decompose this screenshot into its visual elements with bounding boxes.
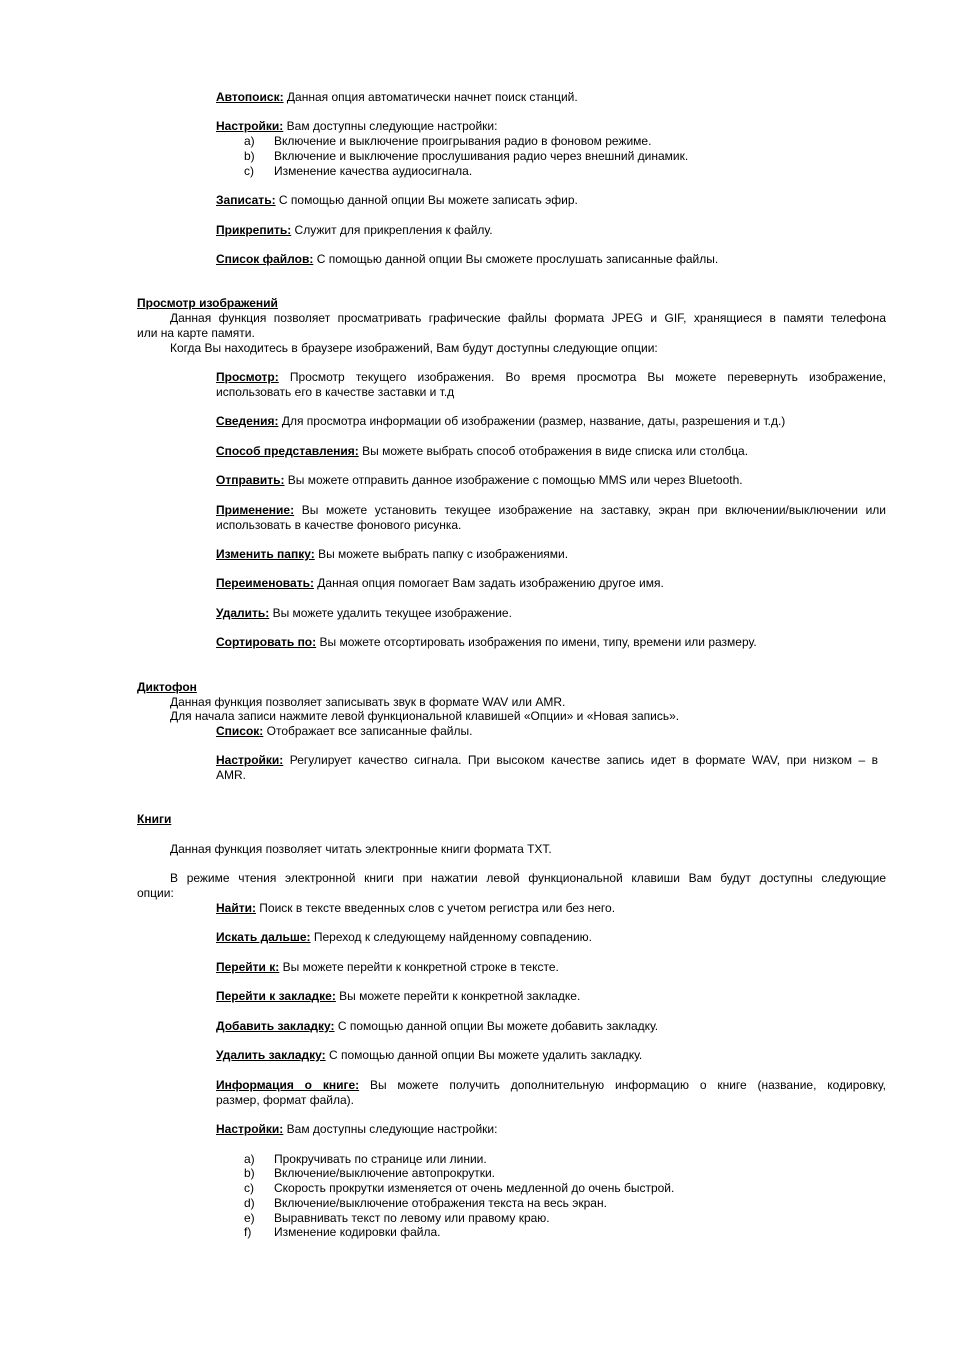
images-intro-line: Когда Вы находитесь в браузере изображений, Вам будут доступны следующие опции: bbox=[170, 341, 658, 355]
images-sort-paragraph bbox=[216, 635, 757, 650]
option-term: Изменить папку: bbox=[216, 547, 315, 561]
list-item-text: Включение и выключение прослушивания радио через внешний динамик. bbox=[274, 149, 689, 163]
radio-settings-paragraph bbox=[216, 119, 497, 134]
option-term: Искать дальше: bbox=[216, 930, 311, 944]
option-term: Сортировать по: bbox=[216, 635, 317, 649]
list-marker: b) bbox=[244, 1166, 255, 1180]
recorder-list-paragraph bbox=[216, 724, 472, 739]
option-description: Вам доступны следующие настройки: bbox=[283, 119, 498, 133]
recorder-intro-line: Для начала записи нажмите левой функциональной клавишей «Опции» и «Новая запись». bbox=[170, 709, 680, 723]
option-description: Поиск в тексте введенных слов с учетом регистра или без него. bbox=[255, 901, 616, 915]
option-term: Записать: bbox=[216, 193, 276, 207]
list-item-text: Скорость прокрутки изменяется от очень медленной до очень быстрой. bbox=[274, 1181, 675, 1195]
option-term: Удалить: bbox=[216, 606, 270, 620]
option-description: С помощью данной опции Вы можете записать эфир. bbox=[275, 193, 578, 207]
list-item-text: Выравнивать текст по левому или правому краю. bbox=[274, 1211, 550, 1225]
section-heading-books: Книги bbox=[137, 812, 172, 826]
list-marker: e) bbox=[244, 1211, 255, 1225]
option-term: Просмотр: bbox=[216, 370, 279, 384]
option-description: Вы можете отсортировать изображения по имени, типу, времени или размеру. bbox=[316, 635, 757, 649]
option-term: Список: bbox=[216, 724, 264, 738]
option-term: Настройки: bbox=[216, 1122, 284, 1136]
books-intro-line: опции: bbox=[137, 886, 174, 900]
radio-record-paragraph bbox=[216, 193, 578, 208]
option-description: Вы можете отправить данное изображение с помощью MMS или через Bluetooth. bbox=[284, 473, 743, 487]
option-description: Вы можете перейти к конкретной закладке. bbox=[335, 989, 581, 1003]
images-info-paragraph bbox=[216, 414, 785, 429]
books-add-bookmark-paragraph bbox=[216, 1019, 658, 1034]
recorder-intro-line: Данная функция позволяет записывать звук в формате WAV или AMR. bbox=[170, 695, 566, 709]
list-item-text: Включение/выключение отображения текста на весь экран. bbox=[274, 1196, 607, 1210]
option-description: Вы можете удалить текущее изображение. bbox=[269, 606, 512, 620]
books-find-next-paragraph bbox=[216, 930, 592, 945]
option-description: Просмотр текущего изображения. Во время просмотра Вы можете перевернуть изображение, bbox=[278, 370, 886, 384]
option-term: Автопоиск: bbox=[216, 90, 284, 104]
list-marker: a) bbox=[244, 1152, 255, 1166]
option-description: Отображает все записанные файлы. bbox=[263, 724, 473, 738]
option-term: Применение: bbox=[216, 503, 295, 517]
images-delete-paragraph bbox=[216, 606, 512, 621]
option-description: Вы можете установить текущее изображение на заставку, экран при включении/выключении или bbox=[294, 503, 886, 517]
books-find-paragraph bbox=[216, 901, 615, 916]
option-term: Способ представления: bbox=[216, 444, 359, 458]
images-view-paragraph bbox=[216, 370, 886, 385]
books-intro-line: В режиме чтения электронной книги при нажатии левой функциональной клавиши Вам будут доступны следующие bbox=[170, 871, 886, 885]
option-term: Переименовать: bbox=[216, 576, 314, 590]
books-delete-bookmark-paragraph bbox=[216, 1048, 642, 1063]
option-description: Данная опция автоматически начнет поиск станций. bbox=[283, 90, 578, 104]
images-view-continued: использовать его в качестве заставки и т.д bbox=[216, 385, 455, 399]
images-apply-continued: использовать в качестве фонового рисунка. bbox=[216, 518, 462, 532]
books-book-info-paragraph bbox=[216, 1078, 886, 1093]
books-intro-line: Данная функция позволяет читать электронные книги формата TXT. bbox=[170, 842, 552, 856]
list-marker: b) bbox=[244, 149, 255, 163]
radio-autosearch-paragraph bbox=[216, 90, 578, 105]
option-description: Данная опция помогает Вам задать изображению другое имя. bbox=[313, 576, 664, 590]
option-description: Служит для прикрепления к файлу. bbox=[291, 223, 493, 237]
list-item-text: Изменение кодировки файла. bbox=[274, 1225, 441, 1239]
list-marker: c) bbox=[244, 1181, 254, 1195]
option-term: Удалить закладку: bbox=[216, 1048, 326, 1062]
option-description: Вы можете перейти к конкретной строке в тексте. bbox=[279, 960, 559, 974]
list-marker: a) bbox=[244, 134, 255, 148]
option-description: С помощью данной опции Вы можете удалить закладку. bbox=[325, 1048, 643, 1062]
option-term: Отправить: bbox=[216, 473, 285, 487]
option-description: Вам доступны следующие настройки: bbox=[283, 1122, 498, 1136]
list-marker: d) bbox=[244, 1196, 255, 1210]
option-term: Информация о книге: bbox=[216, 1078, 360, 1092]
option-term: Настройки: bbox=[216, 753, 284, 767]
option-term: Сведения: bbox=[216, 414, 279, 428]
list-item-text: Включение и выключение проигрывания радио в фоновом режиме. bbox=[274, 134, 652, 148]
option-term: Найти: bbox=[216, 901, 256, 915]
radio-attach-paragraph bbox=[216, 223, 493, 238]
radio-filelist-paragraph bbox=[216, 252, 718, 267]
option-description: Для просмотра информации об изображении (размер, название, даты, разрешения и т.д.) bbox=[278, 414, 786, 428]
books-goto-bookmark-paragraph bbox=[216, 989, 580, 1004]
option-term: Перейти к: bbox=[216, 960, 280, 974]
option-description: Вы можете выбрать папку с изображениями. bbox=[314, 547, 569, 561]
option-description: Вы можете получить дополнительную информацию о книге (название, кодировку, bbox=[359, 1078, 886, 1092]
images-intro-line: Данная функция позволяет просматривать графические файлы формата JPEG и GIF, хранящиеся в памяти телефона bbox=[170, 311, 886, 325]
option-description: С помощью данной опции Вы можете добавить закладку. bbox=[334, 1019, 659, 1033]
books-goto-paragraph bbox=[216, 960, 559, 975]
option-term: Прикрепить: bbox=[216, 223, 292, 237]
list-item-text: Включение/выключение автопрокрутки. bbox=[274, 1166, 496, 1180]
list-marker: f) bbox=[244, 1225, 252, 1239]
option-description: Регулирует качество сигнала. При высоком качестве запись идет в формате WAV, при низком – в bbox=[283, 753, 878, 767]
books-settings-paragraph bbox=[216, 1122, 497, 1137]
option-term: Добавить закладку: bbox=[216, 1019, 335, 1033]
option-term: Перейти к закладке: bbox=[216, 989, 336, 1003]
images-rename-paragraph bbox=[216, 576, 664, 591]
option-description: Вы можете выбрать способ отображения в виде списка или столбца. bbox=[358, 444, 749, 458]
list-item-text: Прокручивать по странице или линии. bbox=[274, 1152, 487, 1166]
option-description: С помощью данной опции Вы сможете прослушать записанные файлы. bbox=[313, 252, 719, 266]
images-apply-paragraph bbox=[216, 503, 886, 518]
section-heading-images: Просмотр изображений bbox=[137, 296, 278, 310]
list-marker: c) bbox=[244, 164, 254, 178]
option-description: Переход к следующему найденному совпадению. bbox=[310, 930, 593, 944]
images-intro-line: или на карте памяти. bbox=[137, 326, 255, 340]
images-display-mode-paragraph bbox=[216, 444, 748, 459]
section-heading-recorder: Диктофон bbox=[137, 680, 197, 694]
recorder-settings-continued: AMR. bbox=[216, 768, 246, 782]
books-book-info-continued: размер, формат файла). bbox=[216, 1093, 354, 1107]
option-term: Настройки: bbox=[216, 119, 284, 133]
recorder-settings-paragraph bbox=[216, 753, 878, 768]
option-term: Список файлов: bbox=[216, 252, 314, 266]
images-send-paragraph bbox=[216, 473, 743, 488]
images-change-folder-paragraph bbox=[216, 547, 568, 562]
list-item-text: Изменение качества аудиосигнала. bbox=[274, 164, 473, 178]
